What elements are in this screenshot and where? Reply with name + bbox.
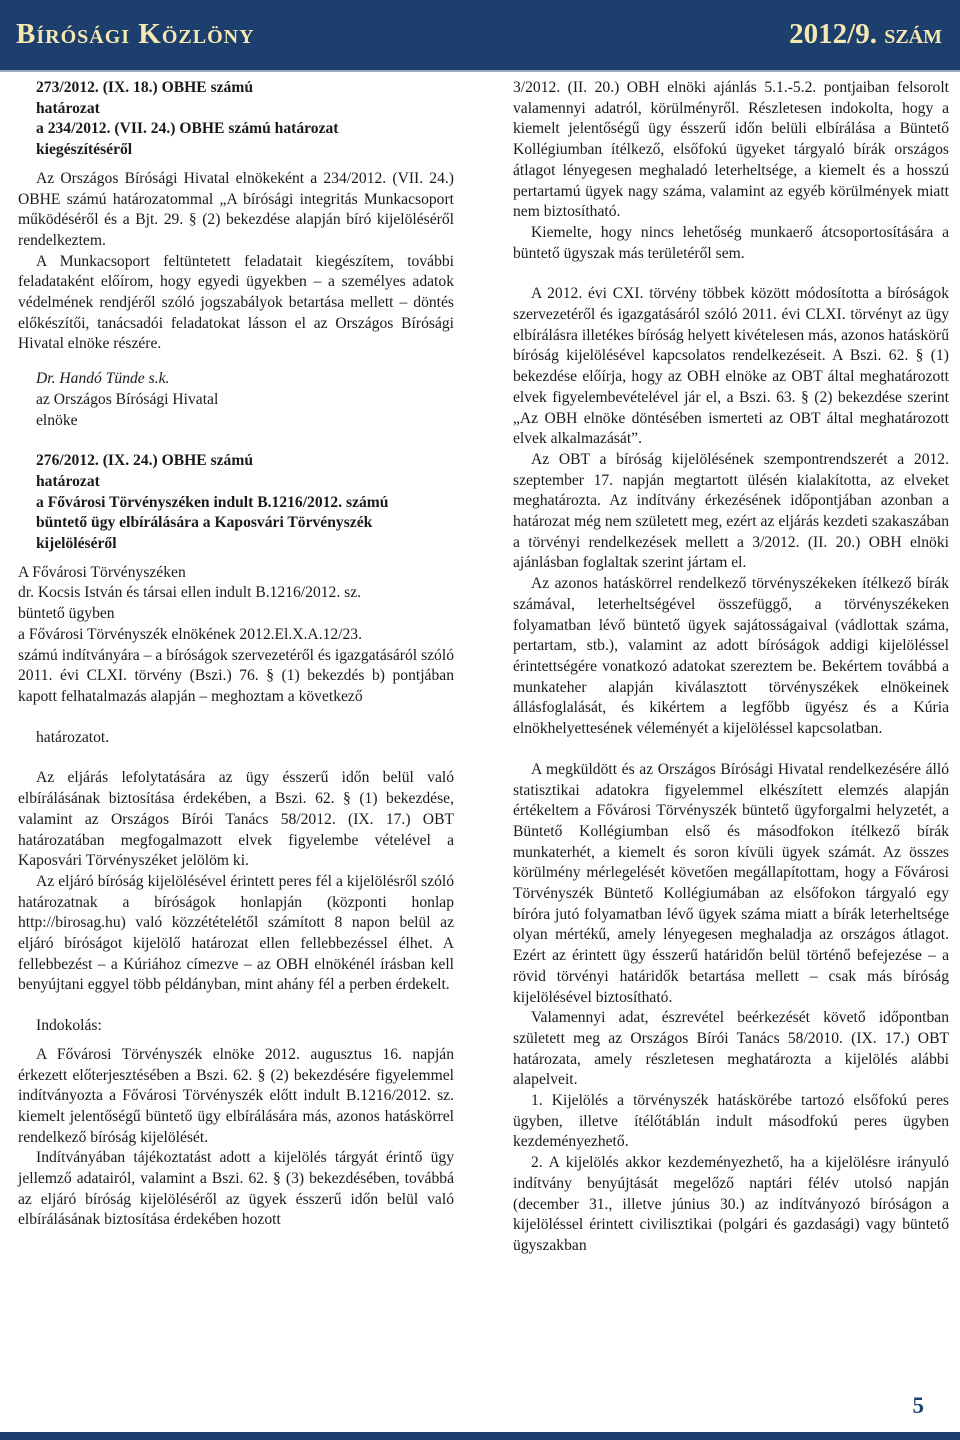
- paragraph: A 2012. évi CXI. törvény többek között módosította a bíróságok szervezetéről és igazgatásáról szóló 2011. évi CLXI. törvényt az ügy elbírálásra illetékes bíróság helyett kivételesen más, azonos hatáskörű bíróság kijelölésével kapcsolatos rendelkezéseit. A Bszi. 62. § (1) bekezdése előírja, hogy az OBH elnöke az OBT által meghatározott elvek figyelembevételével jár el, a Bszi. 63. § (2) bekezdése szerint „Az OBH elnöke döntésében ismerteti az OBT által meghatározott elvek alkalmazását”.: [513, 285, 949, 448]
- paragraph: Az azonos hatáskörrel rendelkező törvényszékeken ítélkező bírák számával, leterheltségével összefüggő, a törvényszékeken folyamatban lévő büntető ügyek sajátosságaival (vádlottak száma, pertartam, stb.), valamint az adott bíróságok addigi kijelöléssel érintettségére vonatkozó adatokat szereztem be. Bekértem továbbá a munkateher alapján kiválasztott törvényszékek elnökeinek állásfoglalását, és kikértem a legfőbb ügyész és a Kúria elnökhelyettesének véleményét a kijelöléssel kapcsolatban.: [513, 575, 949, 738]
- paragraph: 1. Kijelölés a törvényszék hatáskörébe tartozó elsőfokú peres ügyben, illetve ítélőtáblán indult másodfokú peres ügyben kezdeményezhető.: [513, 1092, 949, 1151]
- signature-role: elnöke: [36, 411, 78, 429]
- resolution-1-heading-line: 273/2012. (IX. 18.) OBHE számú: [36, 79, 254, 96]
- paragraph: 3/2012. (II. 20.) OBH elnöki ajánlás 5.1.-5.2. pontjaiban felsorolt valamennyi adatról, körülményről. Részletesen indokolta, hogy a kiemelt jelentőségű ügy ésszerű időn belüli elbírálása a Büntető Kollégiumban ítélkező, elsőfokú ügyeket tárgyaló bírák országos átlagot lényegesen meghaladó leterheltsége, a kiemelt és a hosszú pertartamú ügyek nagy száma, valamint az egyéb körülmények miatt nem biztosítható.: [513, 79, 949, 221]
- footer-bar: [0, 1432, 960, 1440]
- preamble-line: a Fővárosi Törvényszék elnökének 2012.El.X.A.12/23.: [18, 625, 363, 643]
- paragraph: A Munkacsoport feltüntetett feladatait kiegészítem, további feladataként előírom, hogy egyedi ügyekben – a személyes adatok védelmének rendjéről szóló jogszabályok betartása mellett – döntés előkészítői, tanácsadói feladatokat lásson el az Országos Bírósági Hivatal elnöke részére.: [18, 252, 454, 353]
- resolution-1-heading-line: a 234/2012. (VII. 24.) OBHE számú határozat: [36, 120, 339, 138]
- resolution-2-heading-line: határozat: [36, 472, 100, 490]
- resolution-1-heading-line: határozat: [36, 99, 100, 117]
- left-column: [18, 78, 454, 1231]
- resolution-2-heading-line: kijelöléséről: [36, 535, 117, 553]
- paragraph: Az eljáró bíróság kijelölésével érintett peres fél a kijelölésről szóló határozatnak a bíróságok honlapján (központi honlap http://birosag.hu) való közzétételétől számított 8 napon belül az eljáró bíróságot kijelölő határozat ellen fellebbezéssel élhet. A fellebbezést – a Kúriához címezve – az OBH elnökénél írásban kell benyújtani eggyel több példányban, mint ahány fél a perben érdekelt.: [18, 872, 454, 994]
- right-column: [513, 78, 949, 1257]
- issue-number: 2012/9. szám: [789, 18, 942, 50]
- preamble-line: dr. Kocsis István és társai ellen indult B.1216/2012. sz.: [18, 584, 362, 602]
- resolution-2-heading-line: büntető ügy elbírálására a Kaposvári Törvényszék: [36, 514, 373, 532]
- paragraph: Az eljárás lefolytatására az ügy ésszerű időn belül való elbírálásának biztosítása érdekében, a Bszi. 62. § (1) bekezdése, valamint az Országos Bírói Tanács 58/2012. (IX. 17.) OBT határozatában megfogalmazott elvek figyelembe vételével a Kaposvári Törvényszéket jelölöm ki.: [18, 769, 454, 870]
- preamble-line: számú indítványára – a bíróságok szervezetéről és igazgatásáról szóló 2011. évi CLXI. törvény (Bszi.) 76. § (1) bekezdés b) pontjában kapott felhatalmazás alapján – meghoztam a következő: [18, 646, 454, 705]
- paragraph: Az OBT a bíróság kijelölésének szempontrendszerét a 2012. szeptember 17. napján megtartott ülésén kialakította, az elveket meghatározta. Az indítvány érkezésének időpontjában azonban a határozat még nem született meg, ezért az eljárás kezdeti szakaszában a törvényi rendelkezések mellett a 3/2012. (II. 20.) OBH elnöki ajánlásban foglaltak szerint jártam el.: [513, 450, 949, 572]
- paragraph: A megküldött és az Országos Bírósági Hivatal rendelkezésére álló statisztikai adatokra figyelemmel elkészített elemzés alapján értékeltem a Fővárosi Törvényszék büntető ügyforgalmi helyzetét, a Büntető Kollégiumban első és másodfokon ítélkező bírák munkaterhét, a kiemelt és soron kívüli ügyek számát. Az összes körülmény mérlegelését követően megállapítottam, hogy a Fővárosi Törvényszék Büntető Kollégiumában az elsőfokon tárgyaló egy bíróra jutó folyamatban lévő ügyek száma miatt a bírák leterheltsége olyan mértékű, amely lényegesen meghaladja az országos átlagot. Ezért az érintett ügy ésszerű határidőn belül történő befejezése – a rövid törvényi határidők betartása mellett – csak más bíróság kijelölésével biztosítható.: [513, 760, 949, 1006]
- preamble-line: büntető ügyben: [18, 605, 115, 623]
- paragraph: Kiemelte, hogy nincs lehetőség munkaerő átcsoportosítására a büntető ügyszak más területéről sem.: [513, 223, 949, 262]
- journal-header: [0, 0, 960, 70]
- paragraph: Az Országos Bírósági Hivatal elnökeként a 234/2012. (VII. 24.) OBHE számú határozatommal „A bírósági integritás Munkacsoport működéséről és a Bjt. 29. § (2) bekezdése alapján bíró kijelöléséről rendelkeztem.: [18, 169, 454, 249]
- paragraph: A Fővárosi Törvényszék elnöke 2012. augusztus 16. napján érkezett előterjesztésében a Bszi. 62. § (2) bekezdésére figyelemmel indítványozta a Fővárosi Törvényszék előtt indult B.1216/2012. sz. kiemelt jelentőségű büntető ügy elbírálására más, azonos hatáskörrel rendelkező bíróság kijelölését.: [18, 1045, 454, 1146]
- paragraph: Indítványában tájékoztatást adott a kijelölés tárgyát érintő ügy jellemző adatairól, valamint a Bszi. 62. § (3) bekezdésében, továbbá az eljáró bíróság kijelöléséről az ügyek ésszerű időn belül való elbírálásának biztosítása érdekében hozott: [18, 1149, 454, 1229]
- preamble-line: A Fővárosi Törvényszéken: [18, 563, 186, 581]
- resolution-2-heading-line: a Fővárosi Törvényszéken indult B.1216/2012. számú: [36, 493, 389, 511]
- decision-word: határozatot.: [36, 728, 110, 746]
- resolution-2-heading-line: 276/2012. (IX. 24.) OBHE számú: [36, 452, 254, 470]
- page-number: 5: [912, 1393, 924, 1418]
- journal-title: Bírósági Közlöny: [16, 18, 255, 50]
- reasoning-heading: Indokolás:: [36, 1017, 102, 1035]
- paragraph: Valamennyi adat, észrevétel beérkezését követő időpontban született meg az Országos Bírói Tanács 58/2010. (IX. 17.) OBT határozata, amely részletesen meghatározta a kijelölés alábbi alapelveit.: [513, 1009, 949, 1089]
- resolution-1-heading-line: kiegészítéséről: [36, 141, 133, 159]
- signature-name: Dr. Handó Tünde s.k.: [36, 370, 170, 388]
- paragraph: 2. A kijelölés akkor kezdeményezhető, ha a kijelölésre irányuló indítvány benyújtását megelőző naptári félév utolsó napján (december 31., illetve június 30.) az indítványozó bíróságon a kijelöléssel érintett civilisztikai (polgári és gazdasági) vagy büntető ügyszakban: [513, 1154, 949, 1254]
- signature-organization: az Országos Bírósági Hivatal: [36, 390, 219, 408]
